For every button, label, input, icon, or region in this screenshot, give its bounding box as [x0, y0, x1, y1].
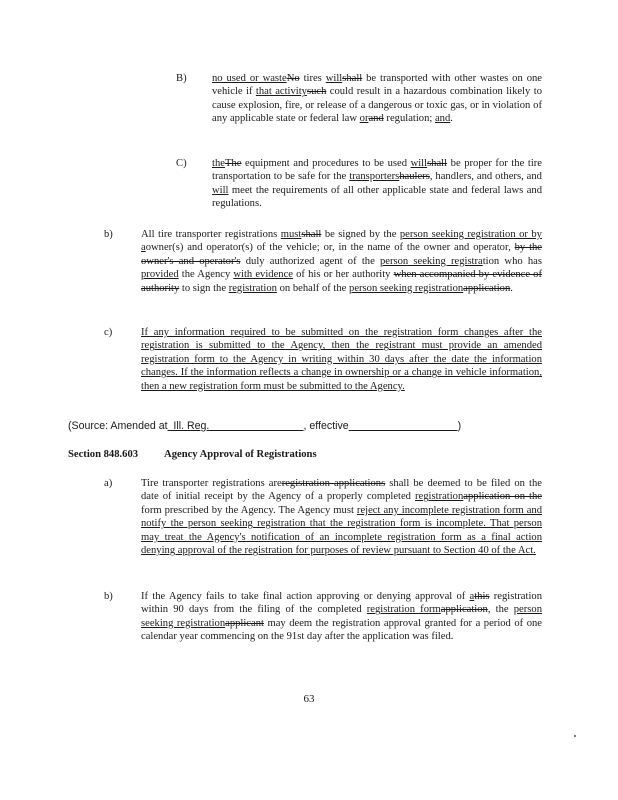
text-segment: registration — [415, 491, 464, 503]
text-segment: , handlers, and others, and — [429, 171, 542, 183]
text-segment: reject any incomplete registration form and notify the person seeking registration that the registration form is incomplete. That person may treat the Agency's notification of an incomplete registration form as a final action denying approval of the registration for purposes of review pursuant to Section 40 of the Act. — [141, 504, 543, 557]
text-segment: registration form — [366, 604, 441, 616]
text-segment: may deem the registration approval granted for a period of one calendar year commencing on the 91st day after the application was filed. — [141, 617, 542, 643]
item-c-label: c) — [104, 327, 113, 338]
text-segment: be signed by the — [321, 229, 400, 240]
text-segment: will — [325, 73, 343, 84]
text-segment: applicant — [225, 617, 264, 629]
text-segment: when accompanied by evidence of authority — [141, 269, 542, 294]
text-segment: no used or waste — [212, 73, 287, 84]
text-segment: by the owner's and operator's — [141, 242, 543, 267]
source-effective: , effective — [303, 420, 349, 432]
section-heading — [68, 448, 317, 461]
text-segment: Tire transporter registrations are — [141, 478, 282, 489]
text-segment: shall be deemed to be filed on the date of initial receipt by the Agency of a properly completed — [141, 478, 542, 503]
text-segment: could result in a hazardous combination likely to cause explosion, fire, or release of a dangerous or toxic gas, or in violation of any applicable state or federal law — [212, 86, 542, 125]
text-segment: shall — [301, 229, 322, 240]
item-C-label: C) — [176, 158, 187, 169]
text-segment: shall — [427, 158, 448, 169]
text-segment: that activity — [255, 86, 307, 98]
text-segment: All tire transporter registrations — [141, 229, 281, 240]
text-segment: regulation; — [383, 113, 435, 125]
text-segment: application — [463, 282, 511, 294]
text-segment: person seeking registration — [141, 604, 542, 629]
text-segment: the — [212, 158, 225, 169]
text-segment: application — [440, 604, 488, 616]
text-segment: will — [212, 184, 229, 196]
source-suffix: ) — [457, 420, 462, 432]
text-segment: and — [368, 113, 384, 125]
text-segment: No — [286, 73, 300, 84]
page-number: 63 — [303, 693, 315, 705]
text-segment: The — [224, 158, 242, 169]
item-b-text — [141, 228, 542, 295]
text-segment: application on the — [463, 491, 542, 503]
text-segment: or — [359, 113, 369, 125]
item2-a-text — [141, 477, 542, 557]
item-b-label: b) — [104, 229, 113, 240]
text-segment: this — [474, 591, 490, 602]
text-segment: be transported with other wastes on one vehicle if — [212, 73, 542, 98]
text-segment: provided — [141, 269, 179, 281]
section-title: Agency Approval of Registrations — [164, 449, 317, 460]
text-segment: shall — [342, 73, 363, 84]
text-segment: person seeking registra — [379, 255, 483, 267]
text-segment: and — [434, 113, 451, 125]
scan-speck — [574, 735, 576, 737]
item-c-text — [141, 326, 542, 393]
text-segment: with evidence — [233, 269, 293, 281]
text-segment: equipment and procedures to be used — [241, 158, 411, 169]
item2-a-label: a) — [104, 478, 113, 489]
text-segment: be proper for the tire transportation to be safe for the — [212, 158, 542, 183]
text-segment: a — [469, 591, 475, 602]
text-segment: transporters — [349, 171, 400, 183]
text-segment: registration applications — [281, 478, 386, 489]
text-segment: , the — [487, 604, 514, 616]
text-segment: person seeking registration — [349, 282, 464, 294]
item2-b-label: b) — [104, 591, 113, 602]
text-segment: haulers — [399, 171, 430, 183]
item-B-label: B) — [176, 73, 187, 84]
text-segment: to sign the — [179, 282, 229, 294]
item-C-text — [212, 157, 542, 211]
source-prefix: (Source: Amended at — [68, 420, 168, 432]
text-segment: of his or her authority — [292, 269, 394, 281]
source-note — [68, 420, 538, 433]
text-segment: person seeking registration or by a — [141, 229, 542, 254]
text-segment: on behalf of the — [276, 282, 350, 294]
source-reg: Ill. Reg. — [173, 420, 210, 432]
text-segment: registration within 90 days from the filing of the completed — [141, 591, 542, 616]
text-segment: tires — [299, 73, 326, 84]
text-segment: tion who has — [482, 255, 542, 267]
text-segment: . — [510, 282, 513, 294]
text-segment: If any information required to be submitted on the registration form changes after the registration is submitted to the Agency, then the registrant must provide an amended registration form to the Agency in writing within 30 days after the date the information changes. If the information reflects a change in ownership or a change in vehicle information, then a new registration form must be submitted to the Agency. — [141, 327, 542, 392]
text-segment: duly authorized agent of the — [240, 255, 380, 267]
text-segment: If the Agency fails to take final action approving or denying approval of — [141, 591, 470, 602]
text-segment: form prescribed by the Agency. The Agency must — [141, 504, 357, 516]
text-segment: the Agency — [178, 269, 234, 281]
text-segment: will — [410, 158, 428, 169]
text-segment: . — [450, 113, 453, 125]
text-segment: meet the requirements of all other applicable state and federal laws and regulations. — [212, 184, 542, 210]
section-number: Section 848.603 — [68, 449, 139, 460]
item2-b-text — [141, 590, 542, 644]
text-segment: must — [280, 229, 302, 240]
text-segment: registration — [228, 282, 277, 294]
text-segment: such — [306, 86, 327, 98]
text-segment: owner(s) and operator(s) of the vehicle; or, in the name of the owner and operator, — [145, 242, 515, 254]
item-B-text — [212, 72, 542, 126]
